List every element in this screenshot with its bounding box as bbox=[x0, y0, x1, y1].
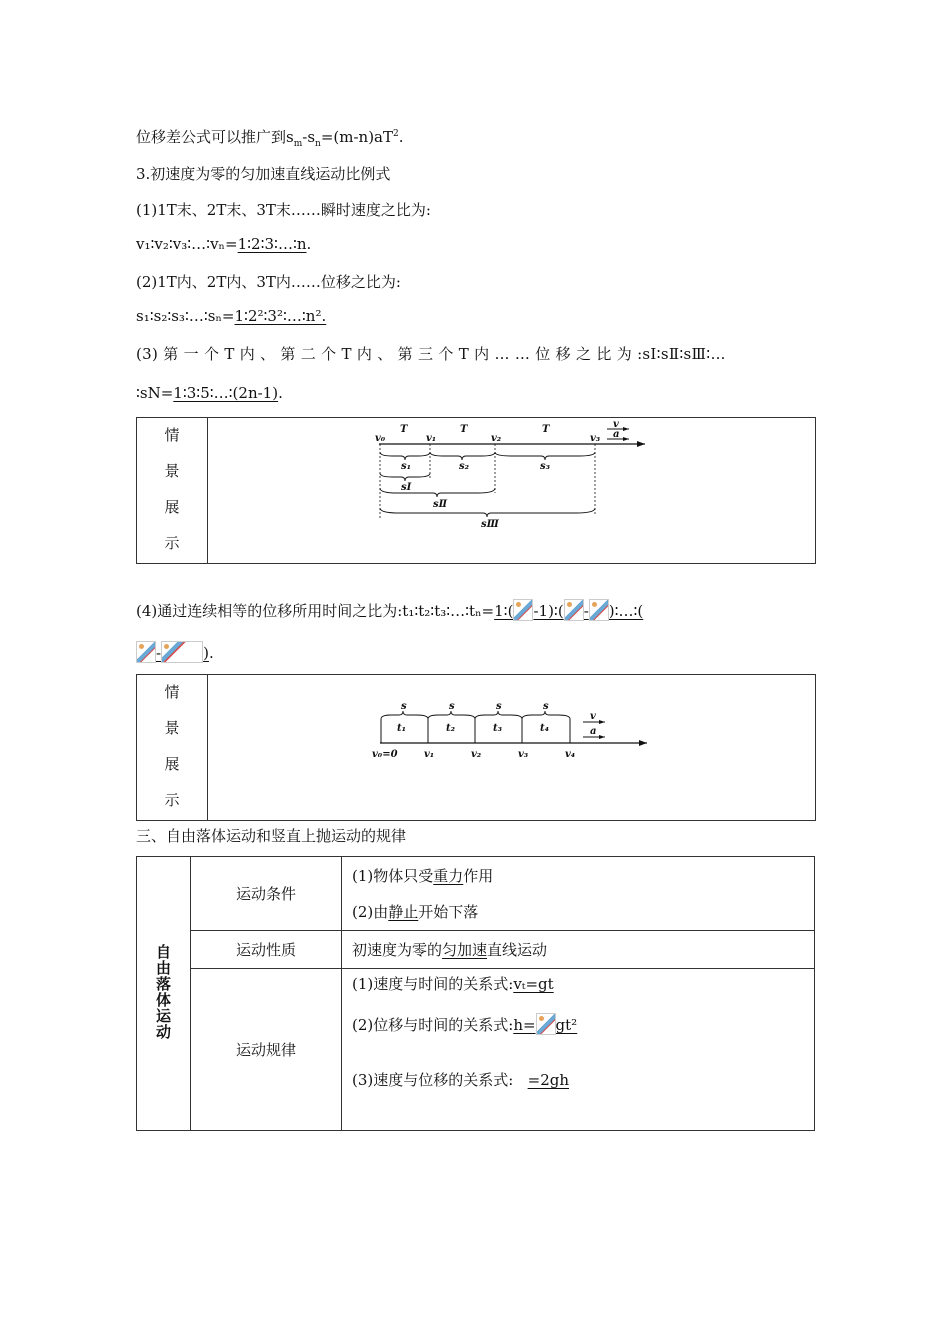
v4-label: v₄ bbox=[565, 749, 576, 760]
v1-label: v₁ bbox=[426, 433, 437, 444]
row-name-nature: 运动性质 bbox=[191, 931, 342, 969]
v2-label: v₂ bbox=[491, 433, 502, 444]
text-line-2: (2)1T内、2T内、3T内……位移之比为: bbox=[136, 273, 401, 291]
scene-label-1: 情 景 展 示 bbox=[137, 418, 208, 563]
row-name-condition: 运动条件 bbox=[191, 857, 342, 931]
sIII-label: sⅢ bbox=[481, 519, 499, 530]
section-heading-3: 三、自由落体运动和竖直上抛运动的规律 bbox=[136, 827, 407, 845]
velocity-label: v bbox=[590, 711, 596, 722]
v3-label: v₃ bbox=[518, 749, 529, 760]
axis-arrowhead bbox=[637, 441, 645, 447]
brace-sII bbox=[380, 488, 495, 497]
broken-image-icon bbox=[513, 599, 533, 621]
T-label-2: T bbox=[460, 424, 468, 435]
axis-arrowhead bbox=[639, 740, 647, 746]
s2-label: s₂ bbox=[459, 461, 470, 472]
text-line-velocity-ratio: v₁∶v₂∶v₃∶…∶vₙ=1∶2∶3∶…∶n. bbox=[136, 235, 312, 253]
broken-image-icon bbox=[536, 1013, 556, 1035]
broken-image-icon bbox=[564, 599, 584, 621]
brace-s-4 bbox=[522, 711, 570, 719]
text-line-displacement-formula: 位移差公式可以推广到$s_m-s_n=(m-n)aT^2$. bbox=[136, 128, 404, 149]
scene-label-2: 情 景 展 示 bbox=[137, 675, 208, 820]
velocity-arrowhead bbox=[623, 427, 629, 431]
acceleration-arrowhead bbox=[623, 437, 629, 441]
T-label-1: T bbox=[400, 424, 408, 435]
v3-label: v₃ bbox=[590, 433, 601, 444]
brace-s-2 bbox=[428, 711, 475, 719]
brace-s-1 bbox=[381, 711, 428, 719]
brace-sI bbox=[380, 473, 430, 481]
brace-sIII bbox=[380, 508, 595, 517]
brace-s2 bbox=[430, 452, 495, 460]
broken-image-icon bbox=[589, 599, 609, 621]
v2-label: v₂ bbox=[471, 749, 482, 760]
brace-s1 bbox=[380, 452, 430, 460]
scene-box-2 bbox=[136, 674, 816, 821]
sII-label: sⅡ bbox=[433, 499, 448, 510]
s1-label: s₁ bbox=[401, 461, 412, 472]
s-label-1: s bbox=[401, 701, 407, 712]
text-line-3-continued: ∶sN=1∶3∶5∶…∶(2n-1). bbox=[136, 384, 283, 402]
scene-box-1 bbox=[136, 417, 816, 564]
row-content-law: (1)速度与时间的关系式:vₜ=gt (2)位移与时间的关系式:h= gt² (3)速度与位移的关系式: =2gh bbox=[342, 969, 815, 1131]
motion-diagram-equal-displacement bbox=[137, 675, 815, 820]
broken-image-icon bbox=[136, 641, 156, 663]
t2-label: t₂ bbox=[446, 723, 455, 734]
s3-label: s₃ bbox=[540, 461, 551, 472]
motion-diagram-equal-time bbox=[137, 418, 815, 563]
t4-label: t₄ bbox=[540, 723, 549, 734]
T-label-3: T bbox=[542, 424, 550, 435]
text-line-4-continued: - ). bbox=[136, 641, 214, 663]
s-label-4: s bbox=[543, 701, 549, 712]
row-name-law: 运动规律 bbox=[191, 969, 342, 1131]
text-line-displacement-ratio: s₁∶s₂∶s₃∶…∶sₙ=1∶2²∶3²∶…∶n². bbox=[136, 307, 327, 325]
brace-s-3 bbox=[475, 711, 522, 719]
free-fall-table bbox=[136, 856, 815, 1131]
text-line-3: (3) 第 一 个 T 内 、 第 二 个 T 内 、 第 三 个 T 内 … … 位 移 之 比 为 :sⅠ∶sⅡ∶sⅢ∶… bbox=[136, 345, 726, 363]
brace-s3 bbox=[495, 452, 595, 460]
v0-label: v₀ bbox=[375, 433, 386, 444]
broken-image-icon bbox=[161, 641, 203, 663]
t3-label: t₃ bbox=[493, 723, 502, 734]
table-side-cell bbox=[137, 857, 191, 1131]
acceleration-arrowhead bbox=[599, 735, 605, 739]
v1-label: v₁ bbox=[424, 749, 435, 760]
acceleration-label: a bbox=[590, 726, 597, 737]
s-label-3: s bbox=[496, 701, 502, 712]
s-label-2: s bbox=[449, 701, 455, 712]
sI-label: sⅠ bbox=[401, 482, 412, 493]
t1-label: t₁ bbox=[397, 723, 406, 734]
text-line-1: (1)1T末、2T末、3T末……瞬时速度之比为: bbox=[136, 201, 431, 219]
acceleration-label: a bbox=[613, 429, 620, 440]
velocity-label: v bbox=[613, 419, 619, 430]
row-content-nature: 初速度为零的匀加速直线运动 bbox=[342, 931, 815, 969]
text-line-heading-3: 3.初速度为零的匀加速直线运动比例式 bbox=[136, 165, 391, 183]
row-content-condition: (1)物体只受重力作用 (2)由静止开始下落 bbox=[342, 857, 815, 931]
text-line-4: (4)通过连续相等的位移所用时间之比为:t₁∶t₂∶t₃∶…∶tₙ=1∶( -1)∶( - )∶…∶( bbox=[136, 599, 643, 621]
table-side-label: 自由落体运动 bbox=[154, 943, 172, 1040]
velocity-arrowhead bbox=[599, 720, 605, 724]
v0-label: v₀=0 bbox=[372, 749, 398, 760]
